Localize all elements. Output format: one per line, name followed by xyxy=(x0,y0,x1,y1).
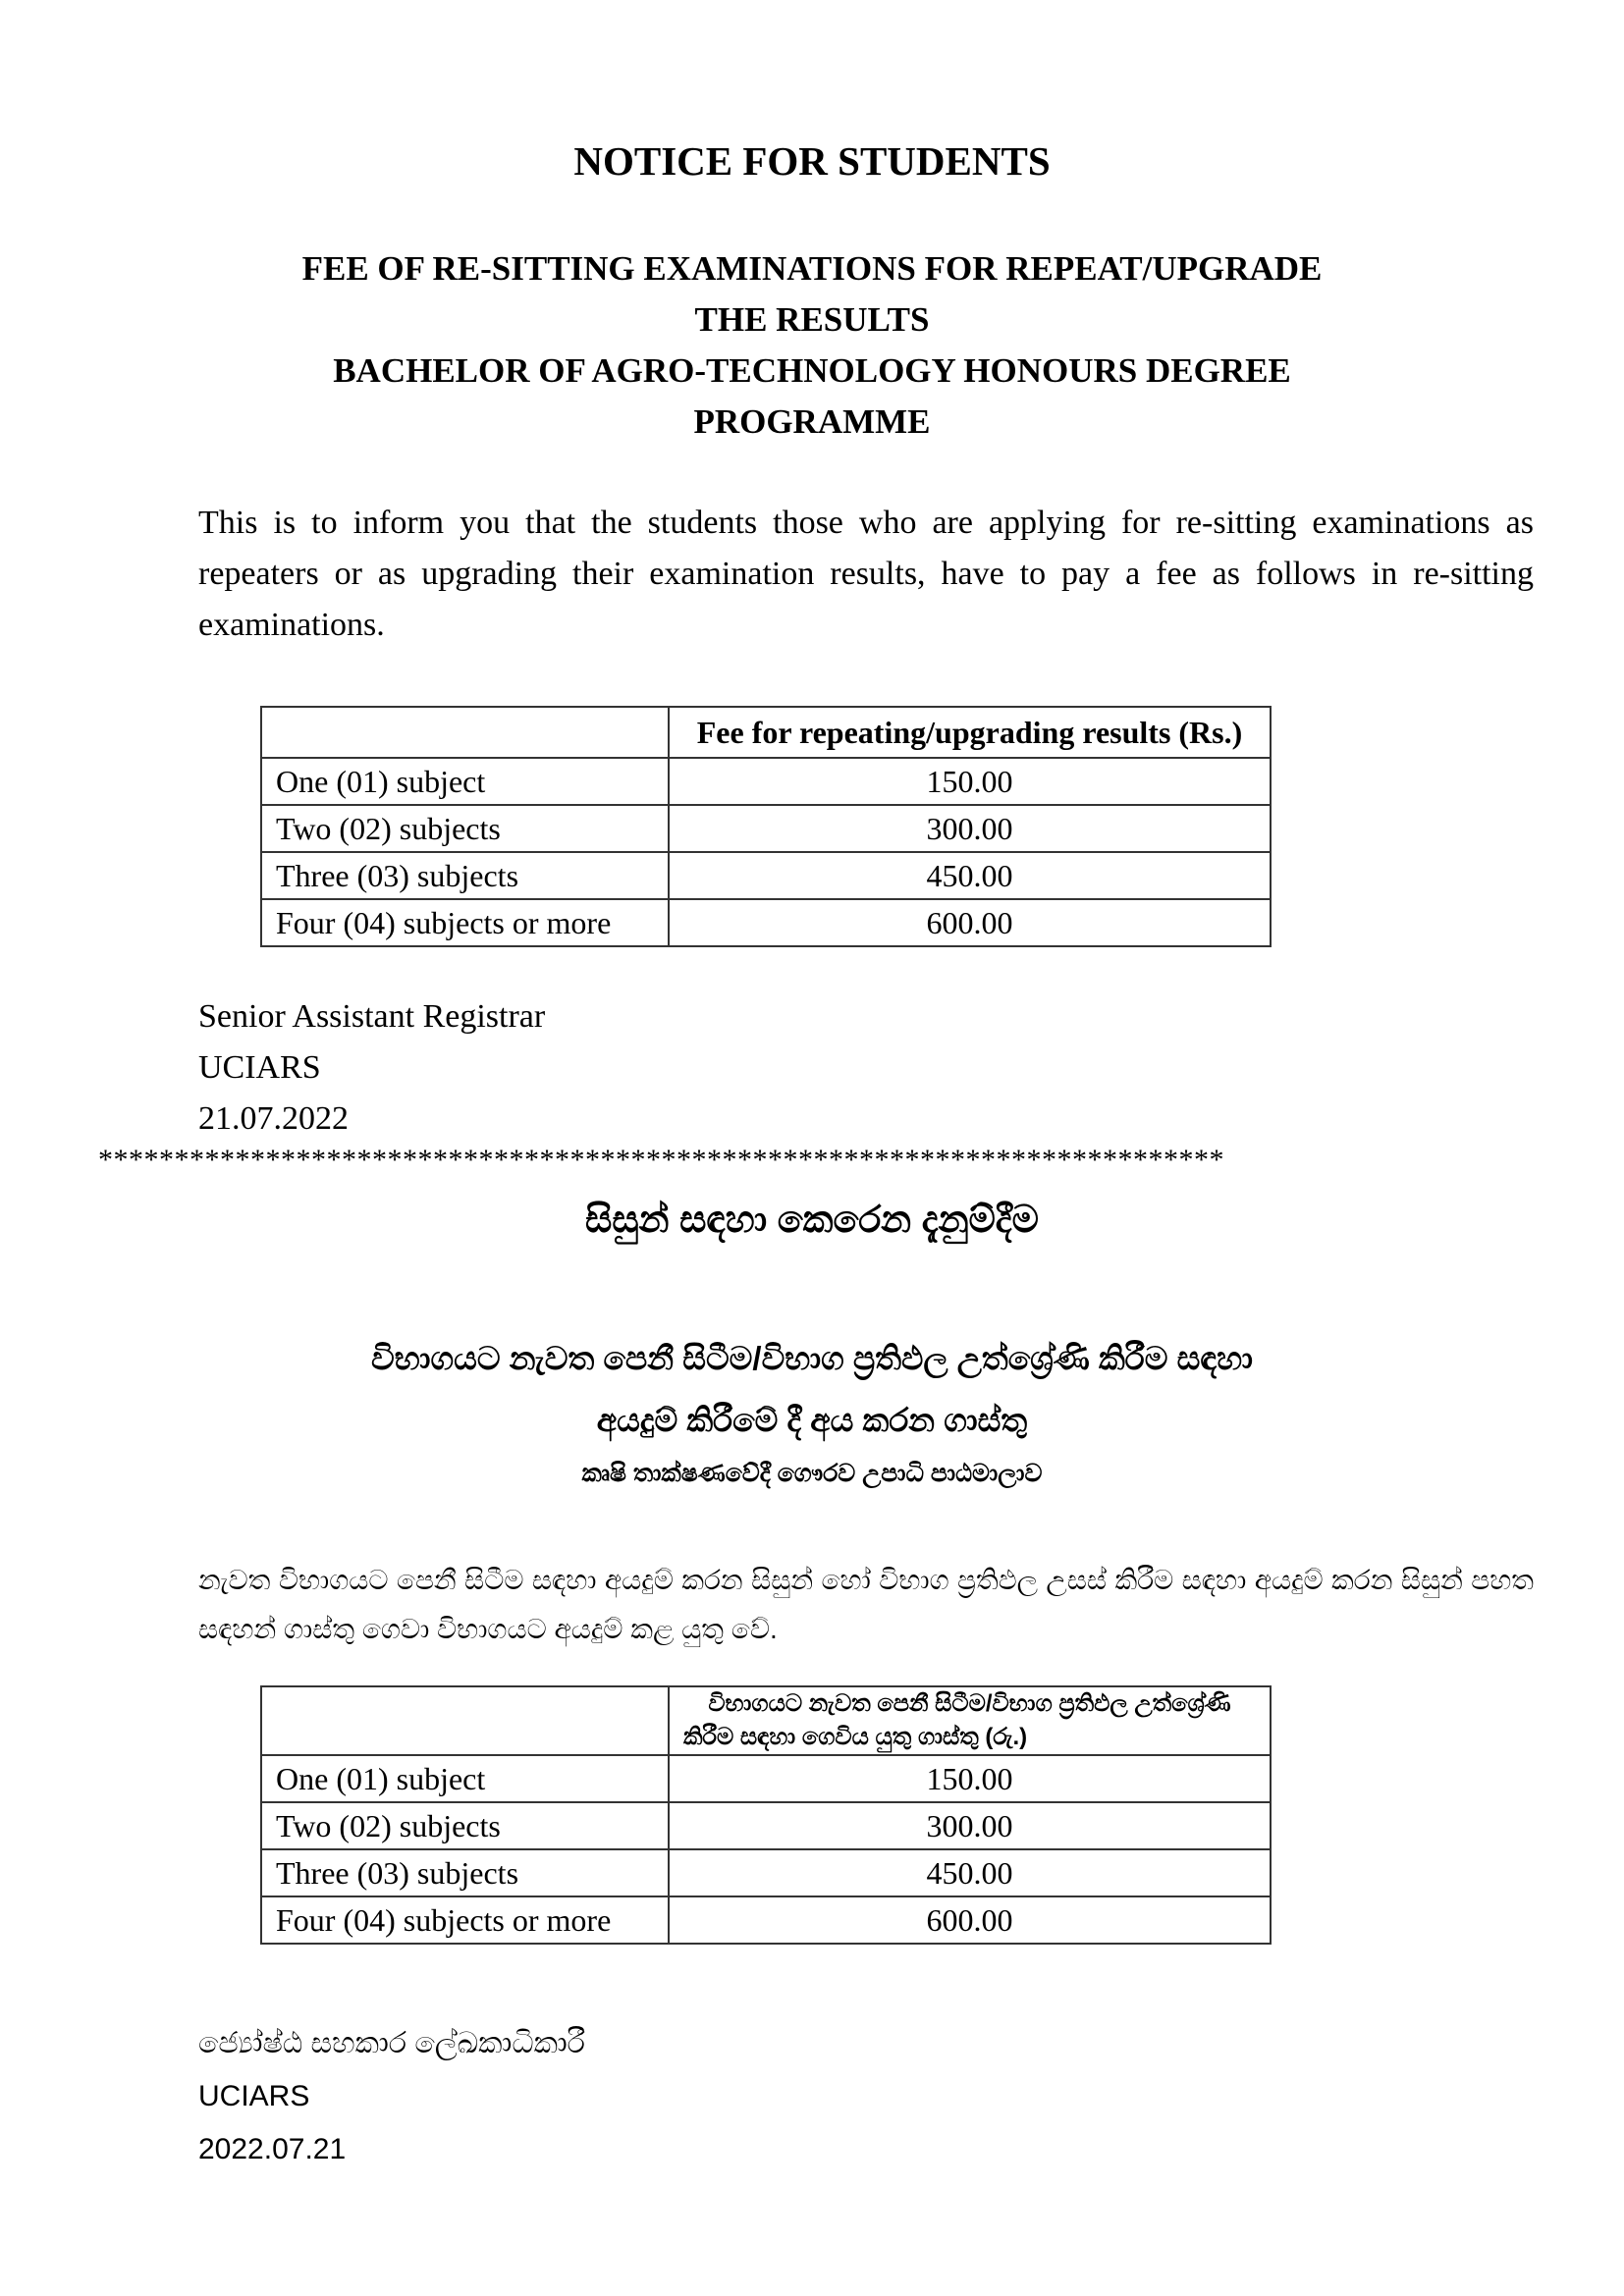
row-fee: 300.00 xyxy=(669,1802,1271,1849)
subtitle-line-sinhala: විභාගයට නැවත පෙනී සිටීම/විභාග ප්‍රතිඵල උත්ශ්‍රේණි කිරීම සඳහා xyxy=(370,1340,1254,1376)
table-row xyxy=(261,1755,1271,1802)
row-label: One (01) subject xyxy=(261,758,669,805)
row-fee: 450.00 xyxy=(669,852,1271,899)
notice-title: NOTICE FOR STUDENTS xyxy=(573,138,1051,184)
subtitle-line-sinhala: අයදුම් කිරීමේ දී අය කරන ගාස්තු xyxy=(596,1402,1028,1438)
table-row xyxy=(261,899,1271,946)
row-label: Four (04) subjects or more xyxy=(261,1896,669,1944)
row-label: Three (03) subjects xyxy=(261,852,669,899)
row-label: Two (02) subjects xyxy=(261,805,669,852)
fee-table-sinhala xyxy=(260,1685,1272,1945)
signature-designation: Senior Assistant Registrar xyxy=(198,998,546,1035)
row-label: Four (04) subjects or more xyxy=(261,899,669,946)
fee-table-english xyxy=(260,706,1272,947)
subtitle-line: BACHELOR OF AGRO-TECHNOLOGY HONOURS DEGREE xyxy=(333,351,1291,390)
table-row xyxy=(261,1896,1271,1944)
notice-title-sinhala: සිසුන් සඳහා කෙරෙන දැනුම්දීම xyxy=(585,1200,1039,1241)
header-fee-cell: Fee for repeating/upgrading results (Rs.) xyxy=(669,707,1271,758)
signature-institution: UCIARS xyxy=(198,1049,321,1086)
signature-date: 21.07.2022 xyxy=(198,1100,349,1137)
fee-table-header xyxy=(261,707,1271,758)
subtitle-line: FEE OF RE-SITTING EXAMINATIONS FOR REPEAT/UPGRADE xyxy=(301,249,1323,288)
row-label: Three (03) subjects xyxy=(261,1849,669,1896)
row-fee: 600.00 xyxy=(669,1896,1271,1944)
notice-paragraph-sinhala: නැවත විභාගයට පෙනී සිටීම සඳහා අයදුම් කරන සිසුන් හෝ විභාග ප්‍රතිඵල උසස් කිරීම සඳහා අයදුම් කරන සිසුන් පහත සඳහන් ගාස්තු ගෙවා විභාගයට අයදුම් කළ යුතු වේ. xyxy=(198,1565,1534,1644)
table-row xyxy=(261,805,1271,852)
table-row xyxy=(261,1849,1271,1896)
table-row xyxy=(261,758,1271,805)
row-fee: 300.00 xyxy=(669,805,1271,852)
row-fee: 150.00 xyxy=(669,1755,1271,1802)
subtitle-line-sinhala: කෘෂි තාක්ෂණවේදී ගෞරව උපාධි පාඨමාලාව xyxy=(581,1460,1043,1487)
row-label: Two (02) subjects xyxy=(261,1802,669,1849)
row-fee: 450.00 xyxy=(669,1849,1271,1896)
section-separator: ************************************************************************** xyxy=(98,1144,1224,1176)
row-label: One (01) subject xyxy=(261,1755,669,1802)
signature-institution: UCIARS xyxy=(198,2080,310,2112)
notice-subtitle xyxy=(0,243,1624,448)
notice-paragraph-english: This is to inform you that the students those who are applying for re-sitting examinations as repeaters or as upgrading their examination results, have to pay a fee as follows in re-sitting examinations. xyxy=(198,505,1534,643)
table-row xyxy=(261,1802,1271,1849)
header-blank-cell xyxy=(261,1686,669,1755)
signature-block-english xyxy=(198,991,545,1145)
signature-designation: ජ්‍යෝෂ්ඨ සහකාර ලේඛකාධිකාරී xyxy=(198,2027,585,2059)
header-fee-cell: විභාගයට නැවත පෙනී සිටීම/විභාග ප්‍රතිඵල උත්ශ්‍රේණි කිරීම සඳහා ගෙවිය යුතු ගාස්තු (රු.) xyxy=(669,1686,1271,1755)
signature-date: 2022.07.21 xyxy=(198,2133,347,2165)
header-blank-cell xyxy=(261,707,669,758)
table-row xyxy=(261,852,1271,899)
row-fee: 150.00 xyxy=(669,758,1271,805)
subtitle-line: THE RESULTS xyxy=(694,300,930,339)
subtitle-line: PROGRAMME xyxy=(693,402,931,441)
fee-table-header xyxy=(261,1686,1271,1755)
row-fee: 600.00 xyxy=(669,899,1271,946)
signature-block-sinhala xyxy=(198,2017,585,2176)
